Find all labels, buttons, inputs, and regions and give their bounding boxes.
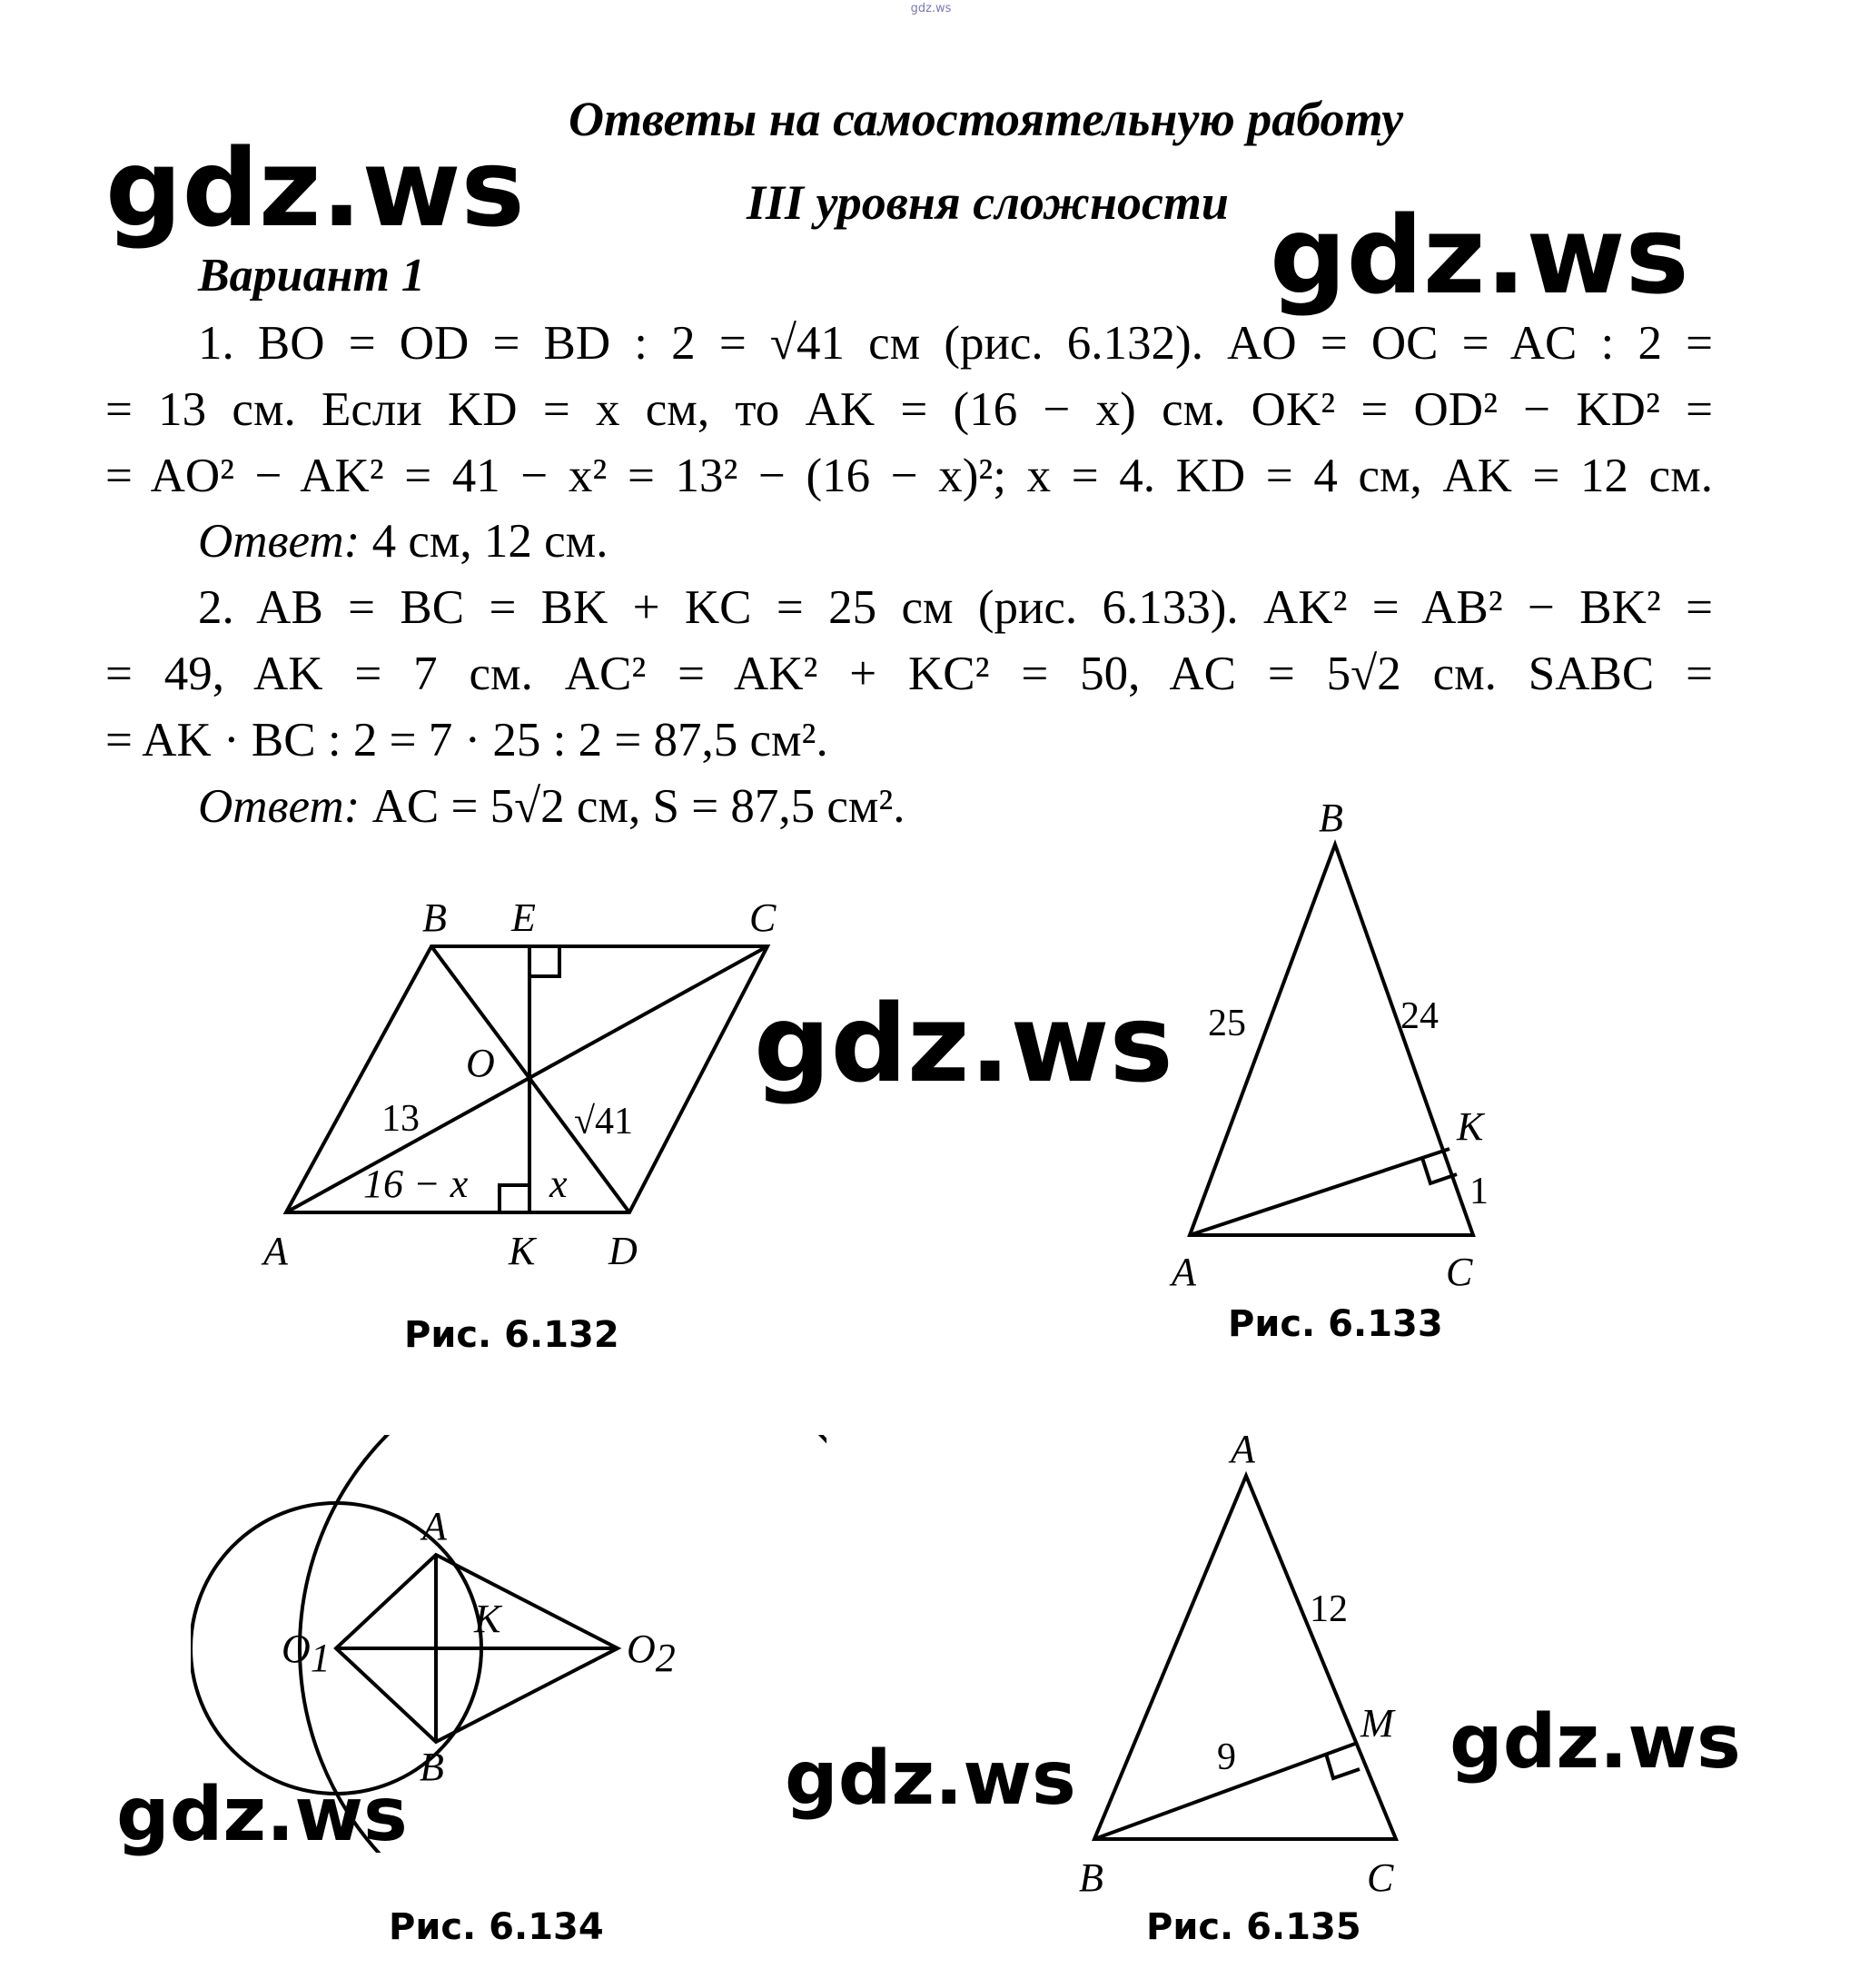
watermark: gdz.ws [1270, 193, 1689, 318]
answer-1-label: Ответ: [198, 515, 361, 568]
label-o2 [627, 1627, 676, 1680]
caption-6-133: Рис. 6.133 [1228, 1303, 1443, 1345]
label-k: K [474, 1597, 501, 1641]
label-o: O [466, 1041, 495, 1085]
label-24: 24 [1400, 995, 1439, 1037]
label-a: A [263, 1229, 288, 1273]
label-b: B [420, 1745, 444, 1789]
altitude-ak [1190, 1149, 1449, 1235]
label-b: B [1079, 1855, 1103, 1900]
label-a: A [422, 1504, 447, 1548]
figure-6-132 [236, 872, 817, 1299]
watermark: gdz.ws [785, 1736, 1076, 1822]
watermark: gdz.ws [116, 1772, 408, 1858]
solution-2-line-3: = AK · BC : 2 = 7 · 25 : 2 = 87,5 см². [105, 714, 828, 767]
label-e: E [511, 895, 536, 940]
label-a: A [1172, 1250, 1196, 1290]
label-9: 9 [1217, 1736, 1236, 1778]
label-1: 1 [1469, 1171, 1489, 1212]
label-b: B [1319, 796, 1343, 840]
label-b: B [422, 895, 447, 940]
solution-1-line-3: = AO² − AK² = 41 − x² = 13² − (16 − x)²; x = 4. KD = 4 см, AK = 12 см. [105, 450, 1713, 502]
label-c: C [1446, 1250, 1473, 1290]
caption-6-132: Рис. 6.132 [404, 1314, 619, 1356]
label-25: 25 [1208, 1003, 1246, 1044]
label-d: D [608, 1229, 638, 1273]
label-sqrt41: √41 [574, 1101, 634, 1142]
watermark: gdz.ws [754, 981, 1173, 1106]
variant-heading: Вариант 1 [198, 250, 425, 302]
solution-2-line-1: 2. AB = BC = BK + KC = 25 см (рис. 6.133). AK² = AB² − BK² = [198, 581, 1713, 634]
caption-6-135: Рис. 6.135 [1146, 1906, 1361, 1948]
right-angle-e [529, 946, 559, 976]
label-o2-letter: O [627, 1627, 656, 1671]
label-m: M [1360, 1701, 1394, 1746]
label-a: A [1231, 1427, 1255, 1471]
label-k: K [1457, 1104, 1484, 1149]
label-x: x [549, 1162, 568, 1206]
watermark: gdz.ws [105, 125, 525, 251]
figure-6-134 [191, 1435, 826, 1853]
figure-6-135 [1072, 1417, 1435, 1907]
label-o1-sub: 1 [310, 1636, 331, 1680]
caption-6-134: Рис. 6.134 [389, 1906, 604, 1948]
answer-1 [198, 515, 1713, 568]
solution-2-line-2: = 49, AK = 7 см. AC² = AK² + KC² = 50, AC = 5√2 см. SABC = [105, 648, 1713, 700]
answer-1-text: 4 см, 12 см. [360, 515, 608, 568]
page-title-line1: Ответы на самостоятельную работу [569, 92, 1404, 146]
label-12: 12 [1310, 1588, 1348, 1630]
label-o1-letter: O [282, 1627, 311, 1671]
solution-1-line-2: = 13 см. Если KD = x см, то AK = (16 − x) см. OK² = OD² − KD² = [105, 383, 1713, 436]
label-13: 13 [381, 1098, 420, 1140]
page-title-line2: III уровня сложности [747, 175, 1229, 230]
watermark: gdz.ws [1449, 1699, 1741, 1785]
right-angle-m [1326, 1754, 1360, 1778]
label-16-minus-x: 16 − x [363, 1162, 469, 1206]
right-angle-k [500, 1185, 529, 1212]
label-c: C [1367, 1855, 1394, 1900]
label-c: C [749, 895, 777, 940]
top-small-watermark: gdz.ws [910, 2, 952, 15]
circle-o2 [300, 1435, 826, 1853]
answer-2-text: AC = 5√2 см, S = 87,5 см². [360, 780, 905, 833]
label-o1 [282, 1627, 331, 1680]
label-o2-sub: 2 [655, 1636, 676, 1680]
answer-2-label: Ответ: [198, 780, 361, 833]
solution-1-line-1: 1. BO = OD = BD : 2 = √41 см (рис. 6.132). AO = OC = AC : 2 = [198, 317, 1713, 370]
label-k: K [509, 1229, 536, 1273]
figure-6-133 [1153, 781, 1517, 1290]
